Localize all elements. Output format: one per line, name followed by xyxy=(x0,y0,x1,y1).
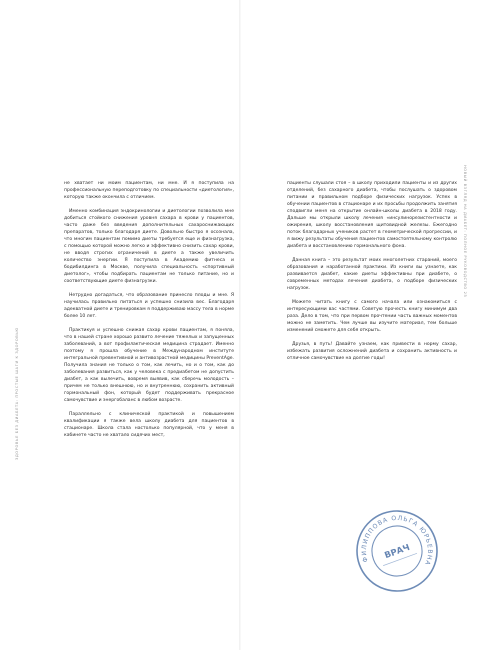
paragraph: Можете читать книгу с самого начала или ознакомиться с интересующими вас частями. Советую прочесть книгу минимум два раза. Дело в том, что при первом прочтении часть важных моментов можно не заметить. Чем лучше вы изучите материал, тем больше изменений сможете для себя открыть. xyxy=(287,300,457,333)
paragraph: Параллельно с клинической практикой и повышением квалификации я также вела школу диабета для пациентов в стационаре. Школа стала настолько популярной, что у меня в кабинете часто не хватало сидячих мест, xyxy=(64,412,234,438)
paragraph: Практикуя и успешно снижая сахар крови пациентам, я поняла, что в нашей стране хорошо развито лечение тяжелых и запущенных заболеваний, а вот профилактическая медицина страдает. Именно поэтому я прошла обучение в Международном институте интегральной превентивной и антивозрастной медицины PreventAge. Получила знания не только о том, как лечить, но и о том, как до заболевания развиться, как у человека с предиабетом не допустить диабет, а как вылечить, вовремя выявив, как сберечь молодость – причем не только внешнюю, но и внутреннюю, сохранить активный гормональный фон, который будет поддерживать прекрасное самочувствие и энергобаланс в любом возрасте. xyxy=(64,328,234,403)
paragraph: Нетрудно догадаться, что образование принесло плоды и мне. Я научилась правильно питаться и успешно снизила вес. Благодаря адекватной диете и тренировкам я поддерживаю массу тела в норме более 10 лет. xyxy=(64,293,234,319)
running-header-right: НОВЫЙ ВЗГЛЯД НА ДИАБЕТ: ПОЛНОЕ РУКОВОДСТВО 25 xyxy=(463,165,467,298)
stamp-center-text: ВРАЧ xyxy=(383,542,412,562)
running-header-left: ЗДОРОВЬЕ БЕЗ ДИАБЕТА: ПРОСТЫЕ ШАГИ К ЗДОРОВЬЮ xyxy=(15,327,19,460)
paragraph: Данная книга – это результат моих многолетних стараний, моего образования и наработанной практики. Из книги вы узнаете, как развивается диабет, какие диеты эффективны при диабете, о современных методах лечения диабета, о подборе физических нагрузок. xyxy=(287,258,457,291)
paragraph: Именно комбинация эндокринологии и диетологии позволила мне добиться стойкого снижения уровня сахара в крови у пациентов, часто даже без введения дополнительных сахароснижающих препаратов, только благодаря диете. Довольно быстро я осознала, что многим пациентам помимо диеты требуется еще и физнагрузка, с помощью которой можно легко и эффективно снизить сахар крови, не вводя строгих ограничений в диете а также увеличить количество энергии. Я поступила в Академию фитнеса и бодибилдинга в Москве, получила специальность «спортивный диетолог», чтобы подбирать пациентам не только питание, но и соответствующие диете физнагрузки. xyxy=(64,209,234,284)
stamp-ring-text: ФИЛИППОВА ОЛЬГА ЮРЬЕВНА xyxy=(360,514,434,567)
paragraph: пациенты слушали стоя – в школу приходили пациенты и из других отделений, без сахарного диабета, чтобы послушать о здоровом питании и правильном подборе физических нагрузок. Успех в обучении пациентов в стационаре и их просьбы продолжить занятия сподвигли меня на открытие онлайн-школы диабета в 2018 году. Дальше мы открыли школу лечения «инсулинорезистентности и ожирения, школу восстановления щитовидной железы. Ежегодно поток благодарных учеников растет в геометрической прогрессии, и я вижу результаты обучения пациентов самостоятельному контролю диабета и восстановлению гормонального фона. xyxy=(287,181,457,249)
left-page-text xyxy=(64,180,234,446)
page-gutter xyxy=(239,0,241,650)
right-page-text xyxy=(287,180,457,369)
paragraph: не хватает ни моим пациентам, ни мне. И я поступила на профессиональную переподготовку по специальности «диетология», которую также окончила с отличием. xyxy=(64,181,234,200)
paragraph: Друзья, в путь! Давайте узнаем, как привести в норму сахар, избежать развития осложнений диабета и сохранить активность и отличное самочувствие на долгие годы! xyxy=(287,342,457,361)
doctor-stamp xyxy=(354,508,440,594)
